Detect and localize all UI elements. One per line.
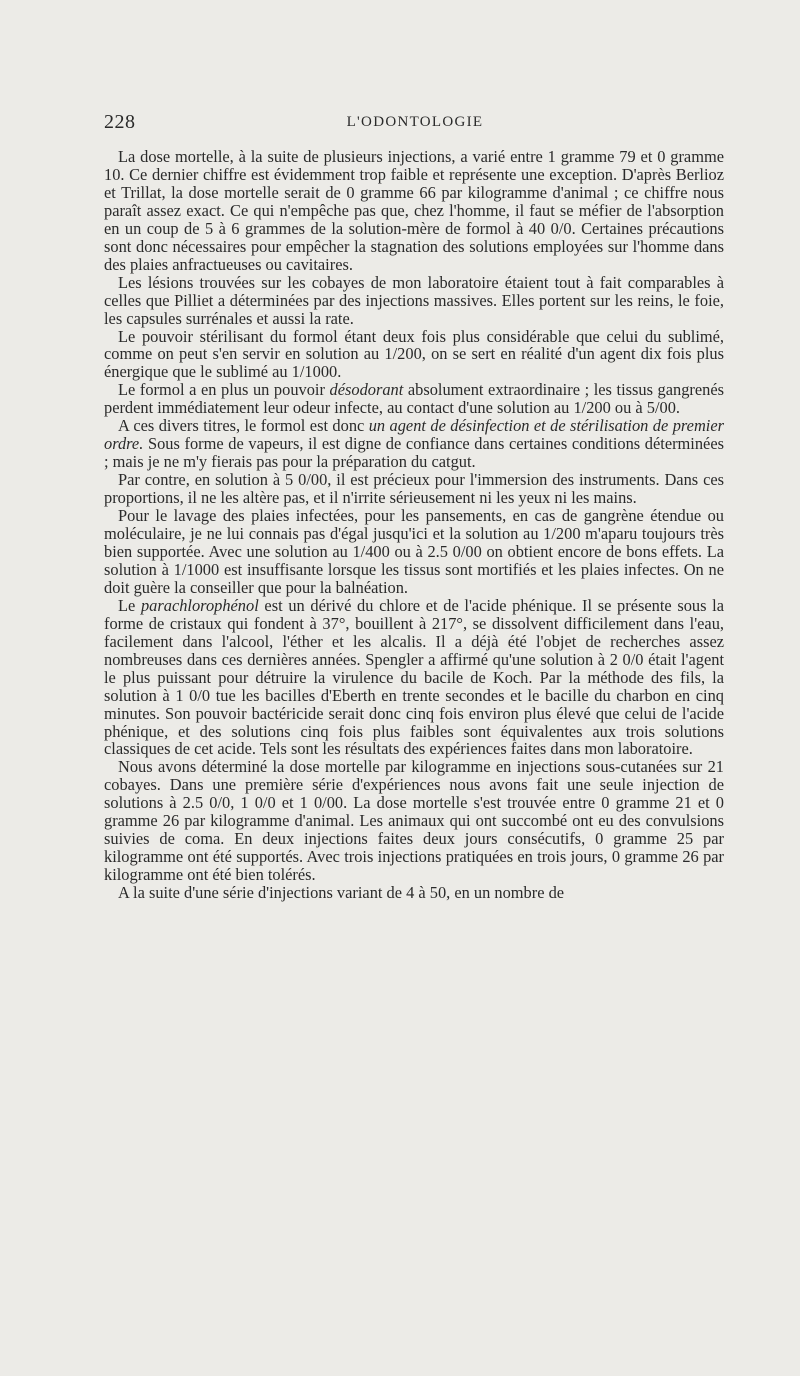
paragraph: Pour le lavage des plaies infectées, pour les pansements, en cas de gangrène étendue ou moléculaire, je ne lui connais pas d'égal jusqu'ici et la solution au 1/200 m'aparu toujours très bien supportée. Avec une solution au 1/400 ou à 2.5 0/00 on obtient encore de bons effets. La solution à 1/1000 est insuffisante lorsque les tissus sont mortifiés et les plaies infectes. On ne doit guère la conseiller que pour la balnéation.	[104, 506, 724, 597]
paragraph	[104, 417, 724, 471]
italic-term: désodorant	[329, 380, 404, 400]
paragraph: Nous avons déterminé la dose mortelle par kilogramme en injections sous-cutanées sur 21 cobayes. Dans une première série d'expériences nous avons fait une seule injection de solutions à 2.5 0/0, 1 0/0 et 1 0/00. La dose mortelle s'est trouvée entre 0 gramme 21 et 0 gramme 26 par kilogramme d'animal. Les animaux qui ont succombé ont eu des convulsions suivies de coma. En deux injections faites deux jours consécutifs, 0 gramme 25 par kilogramme ont été supportés. Avec trois injections pratiquées en trois jours, 0 gramme 26 par kilogramme ont été bien tolérés.	[104, 757, 724, 885]
paragraph: A la suite d'une série d'injections variant de 4 à 50, en un nombre de	[118, 883, 565, 903]
paragraph: Les lésions trouvées sur les cobayes de mon laboratoire étaient tout à fait comparables à celles que Pilliet a déterminées par des injections massives. Elles portent sur les reins, le foie, les capsules surrénales et aussi la rate.	[104, 272, 724, 328]
italic-phrase: un agent de désinfection et de stérilisation de premier ordre.	[104, 416, 724, 454]
running-title: L'ODONTOLOGIE	[346, 114, 484, 130]
text-run: Le	[118, 595, 141, 615]
italic-term: parachlorophénol	[140, 595, 259, 615]
text-run: A ces divers titres, le formol est donc	[118, 416, 369, 436]
body-text	[104, 148, 724, 902]
paragraph	[104, 597, 724, 759]
paragraph: La dose mortelle, à la suite de plusieurs injections, a varié entre 1 gramme 79 et 0 gramme 10. Ce dernier chiffre est évidemment trop faible et représente une exception. D'après Berlioz et Trillat, la dose mortelle serait de 0 gramme 66 par kilogramme d'animal ; ce chiffre nous paraît assez exact. Ce qui n'empêche pas que, chez l'homme, il faut se méfier de l'absorption en un coup de 5 à 6 grammes de la solution-mère de formol à 40 0/0. Certaines précautions sont donc nécessaires pour empêcher la stagnation des solutions employées sur l'homme dans des plaies anfractueuses ou cavitaires.	[104, 147, 724, 274]
text-run: Le formol a en plus un pouvoir	[118, 380, 330, 400]
paragraph	[104, 381, 724, 417]
text-run: est un dérivé du chlore et de l'acide phénique. Il se présente sous la forme de cristaux qui fondent à 37°, bouillent à 217°, se dissolvent difficilement dans l'eau, facilement dans l'alcool, l'éther et les alcalis. Il a déjà été l'objet de recherches assez nombreuses dans ces dernières années. Spengler a affirmé qu'une solution à 2 0/0 était l'agent le plus puissant pour détruire la virulence du bacile de Koch. Par la méthode des fils, la solution à 1 0/0 tue les bacilles d'Eberth en trente secondes et le bacille du charbon en cinq minutes. Son pouvoir bactéricide serait donc cinq fois environ plus élevé que celui de l'acide phénique, et des solutions cinq fois plus faibles sont équivalentes aux trois solutions classiques de cet acide. Tels sont les résultats des expériences faites dans mon laboratoire.	[104, 595, 724, 759]
page-number: 228	[104, 111, 136, 133]
paragraph: Le pouvoir stérilisant du formol étant deux fois plus considérable que celui du sublimé, comme on peut s'en servir en solution au 1/200, on se sert en réalité d'un agent dix fois plus énergique que le sublimé au 1/1000.	[104, 326, 724, 382]
page-header	[104, 111, 726, 137]
text-run: absolument extraordinaire ; les tissus gangrenés perdent immédiatement leur odeur infecte, au contact d'une solution au 1/200 ou à 5/00.	[104, 380, 725, 418]
text-run: Sous forme de vapeurs, il est digne de confiance dans certaines conditions déterminées ; mais je ne m'y fierais pas pour la préparation du catgut.	[104, 434, 724, 472]
paragraph: Par contre, en solution à 5 0/00, il est précieux pour l'immersion des instruments. Dans ces proportions, il ne les altère pas, et il n'irrite sérieusement ni les yeux ni les mains.	[104, 470, 724, 508]
